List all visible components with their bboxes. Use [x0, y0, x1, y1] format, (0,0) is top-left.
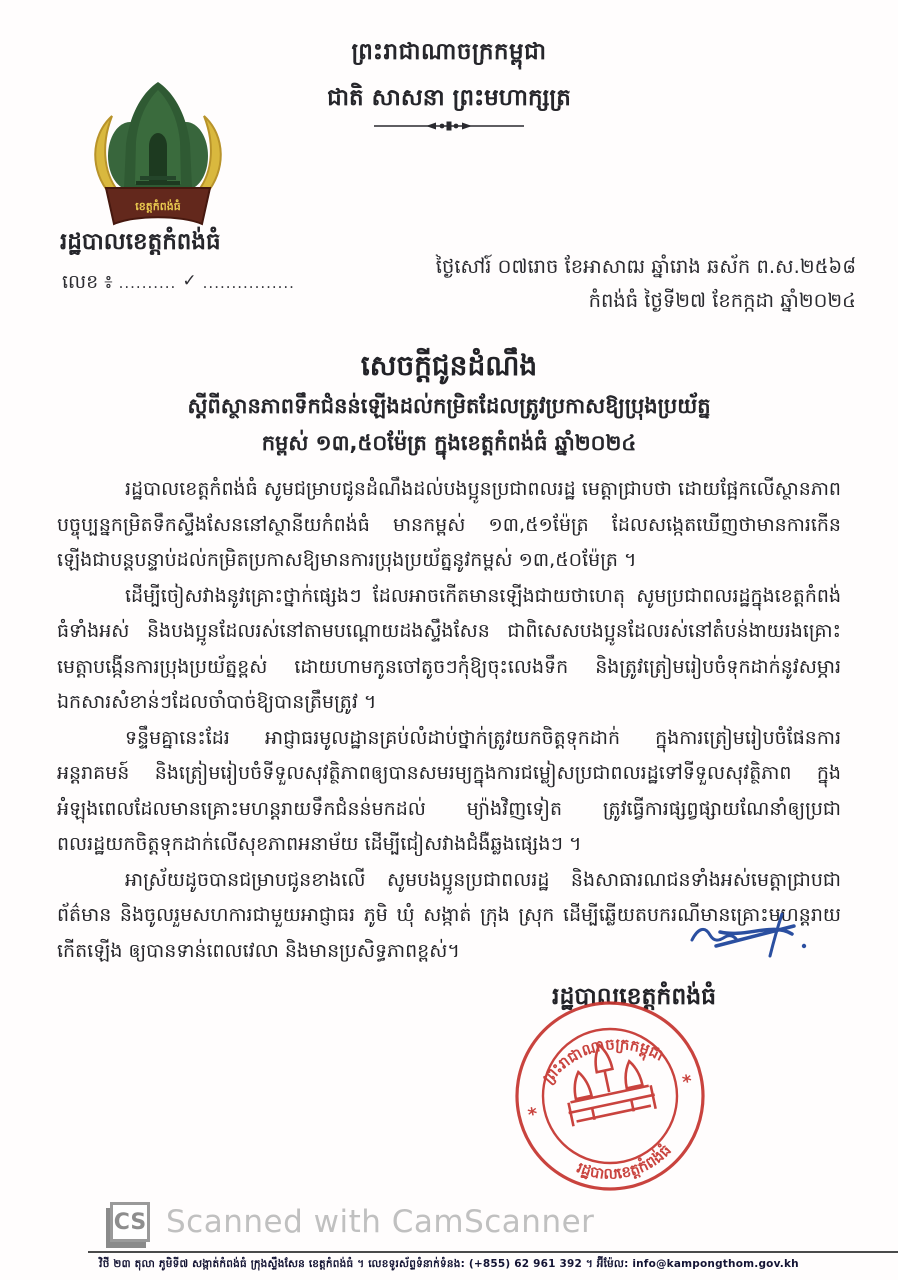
stamp-star-left: *	[526, 1103, 540, 1127]
scan-edge-line	[88, 1251, 898, 1253]
document-subtitle-line2: កម្ពស់ ១៣,៥០ម៉ែត្រ ក្នុងខេត្តកំពង់ធំ ឆ្នាំ២០២៤	[261, 431, 637, 455]
official-red-stamp	[503, 996, 718, 1200]
document-number-line	[62, 270, 295, 298]
number-dots-left: ..........	[118, 274, 177, 292]
body-paragraph-1: រដ្ឋបាលខេត្តកំពង់ធំ សូមជម្រាបជូនដំណឹងដល់បងប្អូនប្រជាពលរដ្ឋ មេត្តាជ្រាបថា ដោយផ្អែកលើស្ថានភាពបច្ចុប្បន្នកម្រិតទឹកស្ទឹងសែននៅស្ថានីយកំពង់ធំ មានកម្ពស់ ១៣,៥១ម៉ែត្រ ដែលសង្កេតឃើញថាមានការកើនឡើងជាបន្តបន្ទាប់ដល់កម្រិតប្រកាសឱ្យមានការប្រុងប្រយ័ត្ននូវកម្ពស់ ១៣,៥០ម៉ែត្រ ។	[57, 478, 841, 571]
camscanner-cs-icon: CS	[110, 1202, 150, 1242]
administration-name: រដ្ឋបាលខេត្តកំពង់ធំ	[60, 229, 221, 255]
lunar-date-line: ថ្ងៃសៅរ៍ ០៧រោច ខែអាសាឍ ឆ្នាំរោង ឆស័ក ព.ស.២៥៦៨	[435, 255, 856, 278]
document-title: សេចក្តីជូនដំណឹង	[360, 349, 538, 382]
handwritten-initial-mark	[686, 906, 811, 968]
number-dots-right: ................	[202, 274, 295, 292]
body-paragraph-3: ទន្ទឹមគ្នានេះដែរ អាជ្ញាធរមូលដ្ឋានគ្រប់លំដាប់ថ្នាក់ត្រូវយកចិត្តទុកដាក់ ក្នុងការត្រៀមរៀបចំផែនការអន្តរាគមន៍ និងត្រៀមរៀបចំទីទួលសុវត្ថិភាពឲ្យបានសមរម្យក្នុងការជម្លៀសប្រជាពលរដ្ឋទៅទីទួលសុវត្ថិភាព ក្នុងអំឡុងពេលដែលមានគ្រោះមហន្តរាយទឹកជំនន់មកដល់ ម្យ៉ាងវិញទៀត ត្រូវធ្វើការផ្សព្វផ្សាយណែនាំឲ្យប្រជាពលរដ្ឋយកចិត្តទុកដាក់លើសុខភាពអនាម័យ ដើម្បីជៀសវាងជំងឺឆ្លងផ្សេងៗ ។	[57, 726, 841, 855]
stamp-top-arc-text: ព្រះរាជាណាចក្រកម្ពុជា	[538, 1034, 667, 1088]
stamp-bottom-arc-text: រដ្ឋបាលខេត្តកំពង់ធំ	[574, 1141, 675, 1183]
body-paragraph-2: ដើម្បីចៀសវាងនូវគ្រោះថ្នាក់ផ្សេងៗ ដែលអាចកើតមានឡើងជាយថាហេតុ សូមប្រជាពលរដ្ឋក្នុងខេត្តកំពង់ធំទាំងអស់ និងបងប្អូនដែលរស់នៅតាមបណ្តោយដងស្ទឹងសែន ជាពិសេសបងប្អូនដែលរស់នៅតំបន់ងាយរងគ្រោះ មេត្តាបង្កើនការប្រុងប្រយ័ត្នខ្ពស់ ដោយហាមកូនចៅតូចៗកុំឱ្យចុះលេងទឹក និងត្រូវត្រៀមរៀបចំទុកដាក់នូវសម្ភារ ឯកសារសំខាន់ៗដែលចាំបាច់ឱ្យបានត្រឹមត្រូវ ។	[57, 584, 841, 713]
emblem-banner-text: ខេត្តកំពង់ធំ	[135, 200, 181, 213]
national-motto: ជាតិ សាសនា ព្រះមហាក្សត្រ	[327, 85, 571, 111]
number-label: លេខ ៖	[62, 271, 113, 293]
letter-body	[57, 472, 841, 969]
signing-authority-name: រដ្ឋបាលខេត្តកំពង់ធំ	[552, 982, 717, 1010]
handwritten-check-mark: ✓	[182, 271, 197, 291]
document-subtitle-line1: ស្តីពីស្ថានភាពទឹកជំនន់ឡើងដល់កម្រិតដែលត្រូវប្រកាសឱ្យប្រុងប្រយ័ត្ន	[187, 394, 711, 418]
dateline	[436, 250, 856, 318]
gregorian-date-line: កំពង់ធំ ថ្ងៃទី២៧ ខែកក្កដា ឆ្នាំ២០២៤	[588, 289, 856, 312]
stamp-star-right: *	[680, 1070, 695, 1094]
camscanner-watermark	[110, 1202, 594, 1242]
footer-contact-line: វិថី ២៣ តុលា ភូមិទី៧ សង្កាត់កំពង់ធំ ក្រុងស្ទឹងសែន ខេត្តកំពង់ធំ ។ លេខទូរស័ព្ទទំនាក់ទំនង: (+855) 62 961 392 ។ អ៊ីម៉ែល: info@kampongthom.gov.kh	[99, 1258, 799, 1270]
province-emblem-logo	[82, 76, 234, 240]
camscanner-label: Scanned with CamScanner	[166, 1204, 595, 1240]
kingdom-title: ព្រះរាជាណាចក្រកម្ពុជា	[351, 39, 547, 65]
body-paragraph-4: អាស្រ័យដូចបានជម្រាបជូនខាងលើ សូមបងប្អូនប្រជាពលរដ្ឋ និងសាធារណជនទាំងអស់មេត្តាជ្រាបជាព័ត៌មាន និងចូលរួមសហការជាមួយអាជ្ញាធរ ភូមិ ឃុំ សង្កាត់ ក្រុង ស្រុក ដើម្បីឆ្លើយតបករណីមានគ្រោះមហន្តរាយកើតឡើង ឲ្យបានទាន់ពេលវេលា និងមានប្រសិទ្ធភាពខ្ពស់។	[57, 868, 841, 962]
